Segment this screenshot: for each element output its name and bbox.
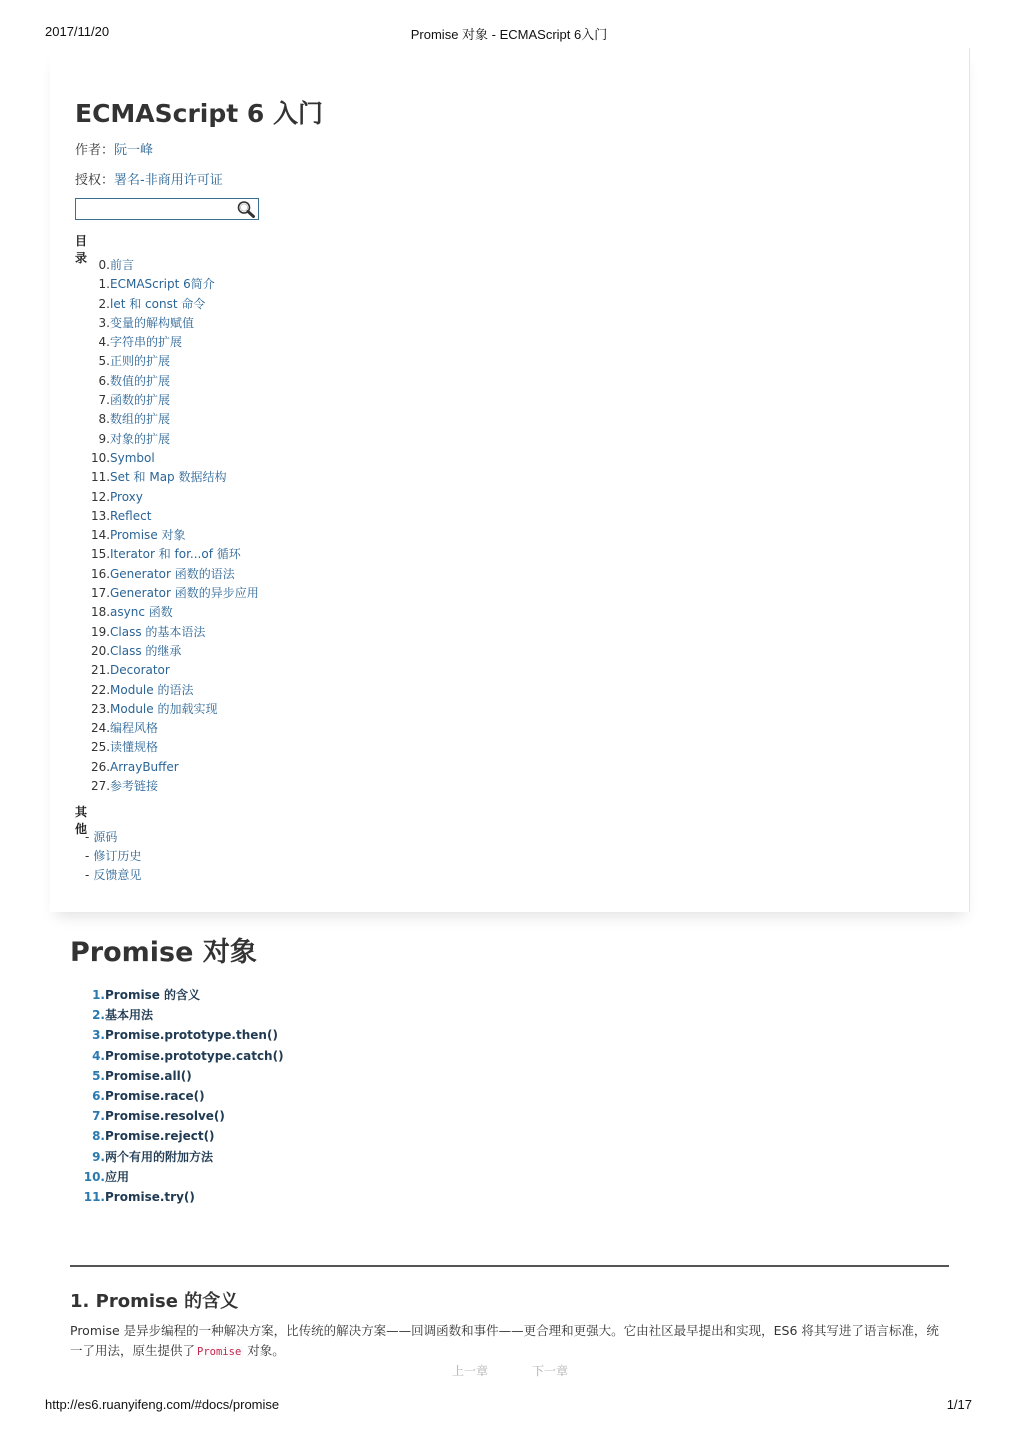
toc-item-link[interactable]: let 和 const 命令 (110, 296, 206, 311)
toc-item-number: 4. (98, 335, 110, 350)
chapter-toc-number: 4. (92, 1048, 105, 1063)
toc-item-number: 5. (98, 354, 110, 369)
toc-item (91, 545, 259, 564)
toc-item-link[interactable]: 读懂规格 (110, 740, 159, 755)
print-date: 2017/11/20 (45, 24, 110, 39)
toc-item-number: 7. (98, 393, 110, 408)
next-chapter-link[interactable]: 下一章 (532, 1364, 569, 1378)
toc-item (91, 468, 259, 487)
other-item (85, 847, 141, 866)
toc-item-link[interactable]: Generator 函数的异步应用 (110, 586, 259, 601)
toc-item (91, 449, 259, 468)
search-box (75, 198, 259, 220)
chapter-toc-link[interactable]: 基本用法 (105, 1008, 154, 1023)
other-list (85, 828, 141, 885)
chapter-toc-number: 1. (92, 988, 105, 1002)
chapter-toc-item (80, 1025, 284, 1045)
chapter-toc-item (80, 1126, 284, 1146)
toc-item (91, 333, 259, 352)
other-item-link[interactable]: 源码 (93, 830, 118, 844)
toc-item-number: 6. (98, 373, 110, 388)
paragraph-text-before: Promise 是异步编程的一种解决方案，比传统的解决方案——回调函数和事件——更合理和更强大。它由社区最早提出和实现，ES6 将其写进了语言标准，统一了用法，原生提供了 (70, 1323, 939, 1358)
toc-item-link[interactable]: 函数的扩展 (110, 393, 171, 408)
toc-item-number: 10. (91, 450, 111, 465)
toc-item (91, 584, 259, 603)
other-item-dash: - (85, 830, 90, 844)
chapter-toc (80, 985, 284, 1207)
toc-item-link[interactable]: 正则的扩展 (110, 354, 171, 369)
intro-paragraph (70, 1321, 949, 1362)
chapter-toc-item (80, 1147, 284, 1167)
toc-item-link[interactable]: 参考链接 (110, 779, 159, 794)
toc-item-link[interactable]: Reflect (110, 508, 152, 523)
toc-item-number: 24. (91, 721, 111, 736)
prev-chapter-link[interactable]: 上一章 (452, 1364, 489, 1378)
chapter-toc-link[interactable]: Promise.reject() (105, 1129, 215, 1144)
toc-item-number: 2. (98, 296, 110, 311)
toc-item-link[interactable]: Set 和 Map 数据结构 (110, 470, 227, 485)
toc-item (91, 681, 259, 700)
toc-item-link[interactable]: Proxy (110, 489, 143, 504)
print-page-number: 1/17 (946, 1397, 972, 1412)
toc-item-number: 26. (91, 759, 111, 774)
pager (0, 1362, 1018, 1380)
chapter-toc-item (80, 1066, 284, 1086)
license-link[interactable]: 署名-非商用许可证 (114, 173, 223, 188)
chapter-toc-link[interactable]: 应用 (105, 1169, 130, 1184)
toc-item (91, 738, 259, 757)
toc-item-number: 14. (91, 528, 111, 543)
toc-item-number: 20. (91, 643, 111, 658)
toc-item (91, 507, 259, 526)
toc-item (91, 777, 259, 796)
chapter-toc-link[interactable]: Promise.prototype.then() (105, 1028, 278, 1043)
author-label: 作者： (75, 143, 115, 158)
toc-item-number: 25. (91, 740, 111, 755)
chapter-toc-number: 3. (92, 1028, 105, 1043)
license-label: 授权： (75, 173, 115, 188)
print-title: Promise 对象 - ECMAScript 6入门 (410, 27, 608, 42)
toc-item (91, 410, 259, 429)
book-title: ECMAScript 6 入门 (75, 99, 324, 128)
toc-item (91, 719, 259, 738)
toc-item-number: 15. (91, 547, 111, 562)
section-divider (70, 1265, 949, 1267)
other-item (85, 866, 141, 885)
toc-item-link[interactable]: Generator 函数的语法 (110, 566, 235, 581)
chapter-toc-link[interactable]: Promise.race() (105, 1088, 205, 1103)
sidebar-panel (50, 48, 970, 912)
chapter-toc-item (80, 1005, 284, 1025)
inline-code: Promise (197, 1346, 242, 1358)
toc-item-link[interactable]: 编程风格 (110, 721, 159, 736)
toc-item-number: 11. (91, 470, 111, 485)
toc-item (91, 391, 259, 410)
toc-item-number: 21. (91, 663, 111, 678)
toc-item-number: 8. (98, 412, 110, 427)
chapter-toc-item (80, 1187, 284, 1207)
toc-item (91, 275, 259, 294)
toc-item (91, 256, 259, 275)
section-heading: 1. Promise 的含义 (70, 1291, 239, 1312)
toc-item-link[interactable]: 对象的扩展 (110, 431, 171, 446)
toc-item-link[interactable]: ECMAScript 6简介 (110, 277, 215, 292)
paragraph-text-after: 对象。 (247, 1343, 285, 1358)
other-item-dash: - (85, 849, 90, 863)
chapter-toc-link[interactable]: Promise.try() (105, 1189, 195, 1204)
chapter-toc-item (80, 1106, 284, 1126)
toc-item-link[interactable]: Module 的加载实现 (110, 701, 218, 716)
toc-item-number: 3. (98, 315, 110, 330)
toc-item (91, 295, 259, 314)
toc-item-number: 18. (91, 605, 111, 620)
chapter-toc-number: 11. (83, 1189, 105, 1204)
toc-item (91, 488, 259, 507)
chapter-toc-number: 7. (92, 1109, 105, 1124)
toc-label: 目录 (75, 234, 88, 265)
other-item (85, 828, 141, 847)
chapter-toc-number: 8. (92, 1129, 105, 1144)
chapter-toc-number: 10. (83, 1169, 105, 1184)
toc-item (91, 758, 259, 777)
toc-item-number: 23. (91, 701, 111, 716)
toc-item-number: 1. (98, 277, 110, 292)
toc-item-number: 19. (91, 624, 111, 639)
toc-item (91, 565, 259, 584)
search-icon[interactable] (236, 200, 256, 218)
toc-item-link[interactable]: 前言 (110, 258, 135, 272)
print-url: http://es6.ruanyifeng.com/#docs/promise (45, 1397, 280, 1412)
toc-item (91, 352, 259, 371)
toc-item-link[interactable]: 数组的扩展 (110, 412, 171, 427)
toc-item-link[interactable]: 变量的解构赋值 (110, 315, 195, 330)
chapter-toc-link[interactable]: Promise.resolve() (105, 1109, 225, 1124)
chapter-toc-link[interactable]: Promise.all() (105, 1068, 192, 1083)
toc-item-number: 17. (91, 586, 111, 601)
toc-item (91, 526, 259, 545)
toc-item-link[interactable]: Class 的基本语法 (110, 624, 206, 639)
chapter-toc-number: 9. (92, 1149, 105, 1164)
toc-item (91, 372, 259, 391)
toc-item-number: 0. (98, 258, 110, 272)
toc-item-link[interactable]: Symbol (110, 450, 155, 465)
toc-item-link[interactable]: Promise 对象 (110, 528, 186, 543)
search-input[interactable] (76, 201, 234, 219)
page-heading: Promise 对象 (70, 937, 257, 968)
toc-item-link[interactable]: Module 的语法 (110, 682, 194, 697)
toc-item-link[interactable]: async 函数 (110, 605, 173, 620)
chapter-toc-item (80, 985, 284, 1005)
chapter-toc-link[interactable]: Promise 的含义 (105, 988, 201, 1002)
toc-item-link[interactable]: Decorator (110, 663, 170, 678)
chapter-toc-item (80, 1167, 284, 1187)
other-label: 其他 (75, 805, 88, 836)
author-line (75, 139, 153, 158)
chapter-toc-link[interactable]: 两个有用的附加方法 (105, 1149, 214, 1164)
toc-item-link[interactable]: Iterator 和 for...of 循环 (110, 547, 241, 562)
toc-item (91, 314, 259, 333)
other-item-link[interactable]: 修订历史 (93, 849, 142, 863)
toc-item-number: 27. (91, 779, 111, 794)
toc-item (91, 642, 259, 661)
toc-item (91, 603, 259, 622)
author-link[interactable]: 阮一峰 (114, 143, 154, 158)
toc-item-link[interactable]: 字符串的扩展 (110, 335, 183, 350)
chapter-toc-item (80, 1086, 284, 1106)
toc-item-number: 9. (98, 431, 110, 446)
chapter-toc-number: 5. (92, 1068, 105, 1083)
toc-item (91, 661, 259, 680)
chapter-toc-item (80, 1046, 284, 1066)
toc-item-number: 16. (91, 566, 111, 581)
toc-item-number: 13. (91, 508, 111, 523)
toc-item (91, 700, 259, 719)
license-line (75, 169, 223, 188)
toc-item-number: 12. (91, 489, 111, 504)
toc-item-link[interactable]: Class 的继承 (110, 643, 182, 658)
toc-item (91, 430, 259, 449)
print-header (0, 24, 1018, 42)
toc-item-link[interactable]: 数值的扩展 (110, 373, 171, 388)
other-item-link[interactable]: 反馈意见 (93, 868, 142, 882)
toc-list (91, 256, 259, 796)
chapter-toc-number: 2. (92, 1008, 105, 1023)
other-item-dash: - (85, 868, 90, 882)
print-footer (0, 1397, 1018, 1415)
chapter-toc-link[interactable]: Promise.prototype.catch() (105, 1048, 284, 1063)
toc-item-number: 22. (91, 682, 111, 697)
chapter-toc-number: 6. (92, 1088, 105, 1103)
toc-item (91, 623, 259, 642)
toc-item-link[interactable]: ArrayBuffer (110, 759, 179, 774)
